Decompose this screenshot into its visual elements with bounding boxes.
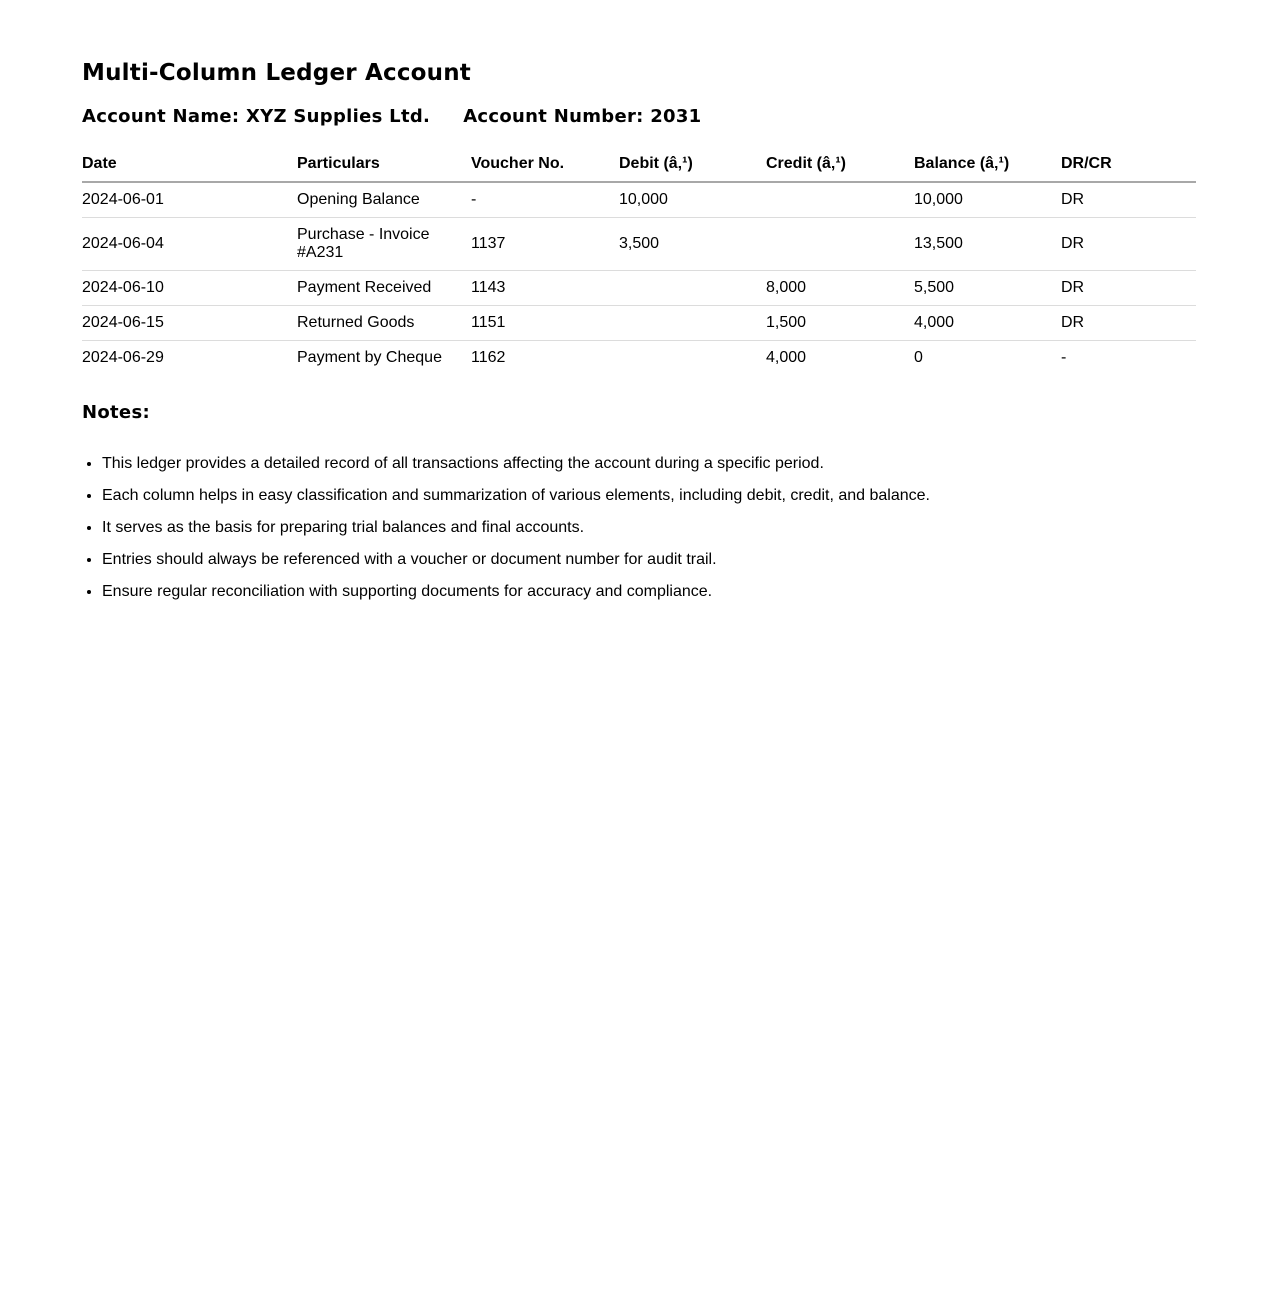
cell-debit: [619, 341, 766, 376]
cell-drcr: DR: [1061, 218, 1196, 271]
header-drcr: DR/CR: [1061, 147, 1196, 182]
header-balance: Balance (â‚¹): [914, 147, 1061, 182]
cell-voucher: 1151: [471, 306, 619, 341]
account-info: [82, 105, 1196, 129]
cell-voucher: -: [471, 182, 619, 218]
cell-date: 2024-06-15: [82, 306, 297, 341]
cell-particulars: Purchase - Invoice #A231: [297, 218, 471, 271]
cell-balance: 13,500: [914, 218, 1061, 271]
cell-credit: 1,500: [766, 306, 914, 341]
table-row: [82, 306, 1196, 341]
cell-balance: 0: [914, 349, 923, 366]
cell-voucher: 1137: [471, 218, 619, 271]
header-voucher: Voucher No.: [471, 147, 619, 182]
cell-drcr: DR: [1061, 271, 1196, 306]
cell-credit: [766, 182, 914, 218]
list-item: • This ledger provides a detailed record of all transactions affecting the account during a specific period.: [102, 455, 1196, 473]
account-name: Account Name: XYZ Supplies Ltd.: [82, 106, 431, 127]
account-number: Account Number: 2031: [463, 106, 702, 127]
cell-particulars: Returned Goods: [297, 306, 471, 341]
cell-drcr: DR: [1061, 306, 1196, 341]
cell-particulars: Opening Balance: [297, 182, 471, 218]
page-title: Multi-Column Ledger Account: [82, 60, 471, 86]
table-header-row: [82, 147, 1196, 182]
cell-debit: 3,500: [619, 218, 766, 271]
notes-list: [82, 455, 1196, 601]
cell-drcr: DR: [1061, 182, 1196, 218]
cell-credit: 8,000: [766, 271, 914, 306]
table-row: [82, 182, 1196, 218]
ledger-table: [82, 147, 1196, 375]
header-date: Date: [82, 147, 297, 182]
table-row: [82, 271, 1196, 306]
cell-date: 2024-06-29: [82, 349, 164, 366]
header-particulars: Particulars: [297, 147, 471, 182]
list-item: • Entries should always be referenced with a voucher or document number for audit trail.: [102, 551, 1196, 569]
notes-heading: Notes:: [82, 402, 150, 423]
cell-debit: [619, 306, 766, 341]
table-row: [82, 341, 1196, 376]
cell-voucher: 1143: [471, 271, 619, 306]
table-row: [82, 218, 1196, 271]
cell-balance: 10,000: [914, 182, 1061, 218]
header-credit: Credit (â‚¹): [766, 147, 914, 182]
cell-voucher: 1162: [471, 349, 506, 366]
cell-credit: 4,000: [766, 349, 807, 366]
list-item: • Ensure regular reconciliation with supporting documents for accuracy and compliance.: [102, 583, 1196, 601]
list-item: • Each column helps in easy classification and summarization of various elements, including debit, credit, and balance.: [102, 487, 1196, 505]
header-debit: Debit (â‚¹): [619, 147, 766, 182]
cell-particulars: Payment Received: [297, 271, 471, 306]
cell-particulars: Payment by Cheque: [297, 349, 442, 366]
cell-date: 2024-06-04: [82, 218, 297, 271]
list-item: • It serves as the basis for preparing trial balances and final accounts.: [102, 519, 1196, 537]
cell-date: 2024-06-10: [82, 271, 297, 306]
cell-date: 2024-06-01: [82, 182, 297, 218]
cell-credit: [766, 218, 914, 271]
cell-debit: 10,000: [619, 182, 766, 218]
cell-debit: [619, 271, 766, 306]
cell-balance: 4,000: [914, 306, 1061, 341]
cell-drcr: -: [1061, 349, 1067, 366]
cell-balance: 5,500: [914, 271, 1061, 306]
ledger-page: [0, 0, 1278, 601]
